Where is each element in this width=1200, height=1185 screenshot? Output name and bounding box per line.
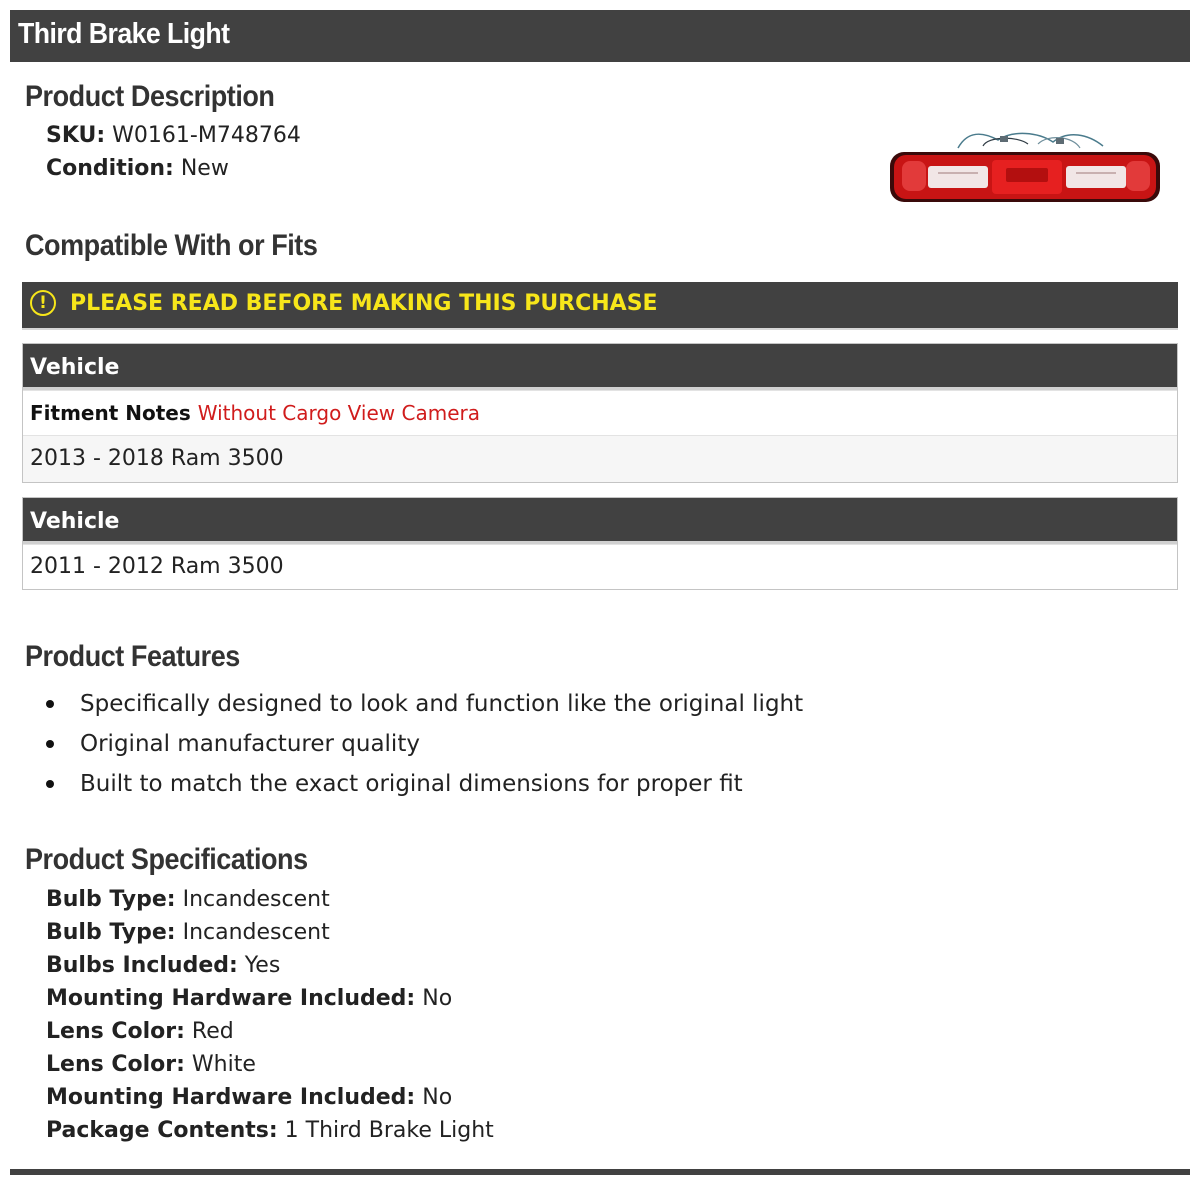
- fitment-notes-row: [23, 390, 1177, 435]
- warning-icon: !: [30, 290, 56, 316]
- condition-value: New: [180, 156, 229, 181]
- list-item: [46, 724, 803, 764]
- condition-line: [46, 156, 229, 181]
- sku-label: SKU:: [46, 123, 106, 148]
- compatible-heading: Compatible With or Fits: [25, 229, 318, 262]
- page-title: Third Brake Light: [18, 18, 230, 50]
- spec-label: Bulb Type:: [46, 920, 176, 945]
- brake-light-image: [888, 128, 1162, 206]
- vehicle-table: [22, 497, 1178, 590]
- notice-text: PLEASE READ BEFORE MAKING THIS PURCHASE: [70, 291, 658, 316]
- spec-value: No: [422, 1085, 453, 1110]
- bullet-icon: [46, 780, 54, 788]
- features-list: [46, 684, 803, 804]
- spec-label: Lens Color:: [46, 1052, 185, 1077]
- feature-text: Specifically designed to look and function like the original light: [80, 691, 804, 717]
- spec-row: [46, 916, 494, 949]
- spec-value: Yes: [244, 953, 281, 978]
- spec-label: Bulbs Included:: [46, 953, 238, 978]
- product-description-heading: Product Description: [25, 80, 275, 113]
- spec-value: Incandescent: [182, 920, 330, 945]
- list-item: [46, 764, 803, 804]
- feature-text: Original manufacturer quality: [80, 731, 420, 757]
- spec-label: Mounting Hardware Included:: [46, 1085, 416, 1110]
- purchase-notice-banner: [22, 282, 1178, 330]
- spec-label: Package Contents:: [46, 1118, 278, 1143]
- spec-value: 1 Third Brake Light: [284, 1118, 494, 1143]
- specifications-list: [46, 883, 494, 1147]
- feature-text: Built to match the exact original dimensions for proper fit: [80, 771, 743, 797]
- fitment-notes-value: Without Cargo View Camera: [197, 401, 480, 425]
- spec-value: Incandescent: [182, 887, 330, 912]
- bullet-icon: [46, 740, 54, 748]
- spec-row: [46, 1015, 494, 1048]
- bottom-divider: [10, 1169, 1190, 1175]
- fitment-notes-label: Fitment Notes: [30, 401, 191, 425]
- spec-row: [46, 982, 494, 1015]
- vehicle-table: [22, 343, 1178, 483]
- spec-row: [46, 1048, 494, 1081]
- spec-row: [46, 883, 494, 916]
- list-item: [46, 684, 803, 724]
- sku-line: [46, 123, 301, 148]
- spec-label: Mounting Hardware Included:: [46, 986, 416, 1011]
- vehicle-table-header: Vehicle: [23, 498, 1177, 544]
- vehicle-table-header: Vehicle: [23, 344, 1177, 390]
- spec-label: Lens Color:: [46, 1019, 185, 1044]
- spec-row: [46, 949, 494, 982]
- vehicle-row: 2013 - 2018 Ram 3500: [23, 435, 1177, 482]
- spec-value: Red: [191, 1019, 234, 1044]
- product-specifications-heading: Product Specifications: [25, 843, 308, 876]
- spec-value: No: [422, 986, 453, 1011]
- spec-row: [46, 1114, 494, 1147]
- spec-row: [46, 1081, 494, 1114]
- sku-value: W0161-M748764: [112, 123, 301, 148]
- vehicle-row: 2011 - 2012 Ram 3500: [23, 544, 1177, 589]
- product-features-heading: Product Features: [25, 640, 240, 673]
- title-bar: [10, 10, 1190, 62]
- spec-value: White: [191, 1052, 256, 1077]
- bullet-icon: [46, 700, 54, 708]
- condition-label: Condition:: [46, 156, 174, 181]
- spec-label: Bulb Type:: [46, 887, 176, 912]
